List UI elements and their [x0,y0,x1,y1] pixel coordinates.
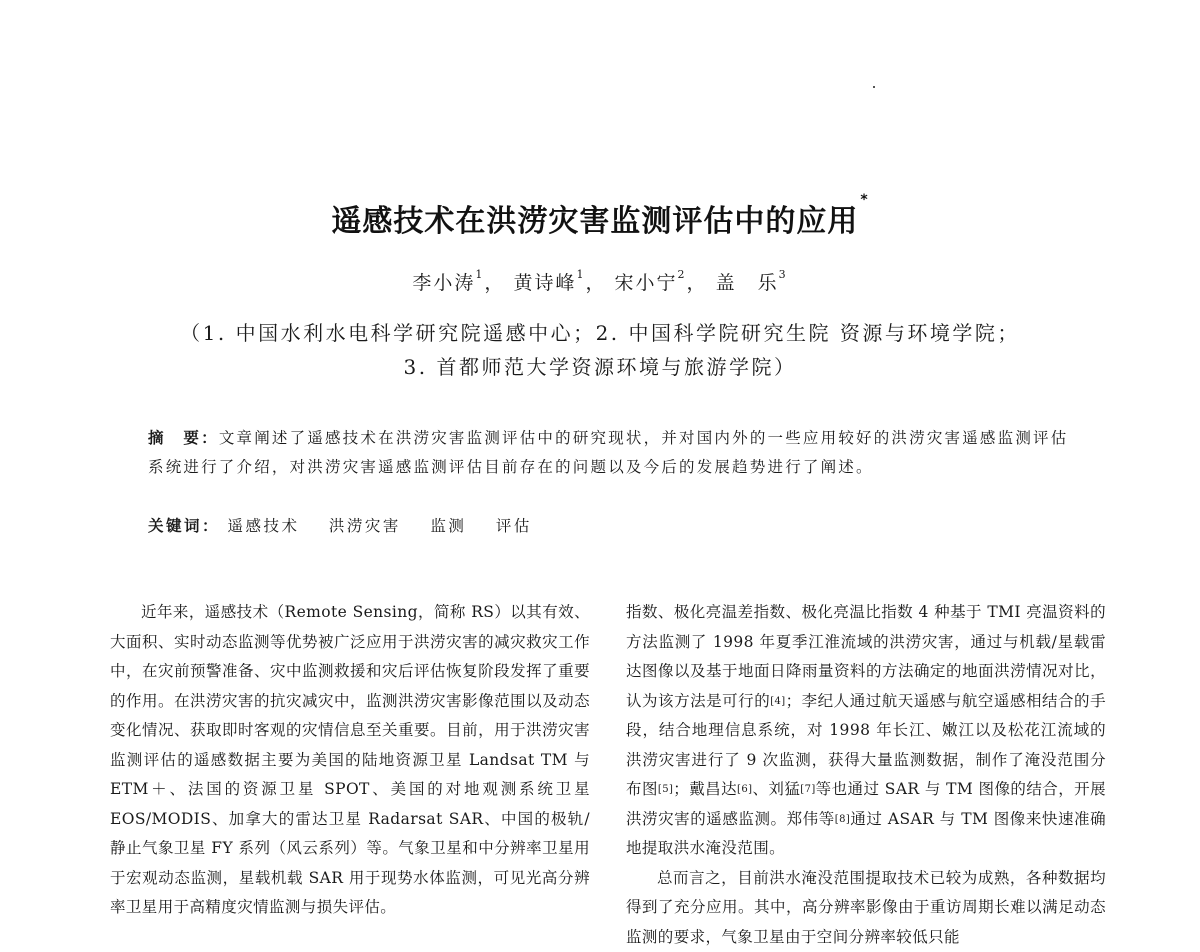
citation: [4] [770,696,785,707]
keywords [148,514,1078,536]
body-paragraph: 总而言之，目前洪水淹没范围提取技术已较为成熟，各种数据均得到了充分应用。其中，高分辨率影像由于重访周期长难以满足动态监测的要求，气象卫星由于空间分辨率较低只能 [626,864,1106,952]
citation: [8] [835,814,850,825]
citation: [7] [800,784,815,795]
paper-title [0,196,1200,240]
body-column-right [626,598,1106,952]
author: 盖 乐$^3$ [716,272,788,294]
affiliation-line-1: （1. 中国水利水电科学研究院遥感中心；2. 中国科学院研究生院 资源与环境学院； [0,316,1200,350]
keywords-label: 关键词： [148,517,220,535]
body-paragraph: 指数、极化亮温差指数、极化亮温比指数 4 种基于 TMI 亮温资料的方法监测了 1998 年夏季江淮流域的洪涝灾害，通过与机载/星载雷达图像以及基于地面日降雨量资料的方法确定的地面洪涝情况对比，认为该方法是可行的[4]；李纪人通过航天遥感与航空遥感相结合的手段，结合地理信息系统，对 1998 年长江、嫩江以及松花江流域的洪涝灾害进行了 9 次监测，获得大量监测数据，制作了淹没范围分布图[5]；戴昌达[6]、刘猛[7]等也通过 SAR 与 TM 图像的结合，开展洪涝灾害的遥感监测。郑伟等[8]通过 ASAR 与 TM 图像来快速准确地提取洪水淹没范围。 [626,598,1106,864]
affiliations [0,316,1200,384]
citation: [5] [658,784,673,795]
body-paragraph: 近年来，遥感技术（Remote Sensing，简称 RS）以其有效、大面积、实时动态监测等优势被广泛应用于洪涝灾害的减灾救灾工作中，在灾前预警准备、灾中监测救援和灾后评估恢复阶段发挥了重要的作用。在洪涝灾害的抗灾减灾中，监测洪涝灾害影像范围以及动态变化情况、获取即时客观的灾情信息至关重要。目前，用于洪涝灾害监测评估的遥感数据主要为美国的陆地资源卫星 Landsat TM 与 ETM＋、法国的资源卫星 SPOT、美国的对地观测系统卫星 EOS/MODIS、加拿大的雷达卫星 Radarsat SAR、中国的极轨/静止气象卫星 FY 系列（风云系列）等。气象卫星和中分辨率卫星用于宏观动态监测，星载机载 SAR 用于现势水体监测，可见光高分辨率卫星用于高精度灾情监测与损失评估。 [110,598,590,923]
keyword: 遥感技术 [227,517,299,535]
title-footnote-mark: * [860,192,868,208]
author: 黄诗峰$^1$， [513,272,606,294]
author: 宋小宁$^2$， [615,272,708,294]
citation: [6] [737,784,752,795]
author-list [0,268,1200,295]
keyword: 评估 [496,517,532,535]
body-column-left [110,598,590,923]
scan-speck [873,86,875,88]
keyword: 洪涝灾害 [329,517,401,535]
affiliation-line-2: 3. 首都师范大学资源环境与旅游学院） [0,350,1200,384]
author: 李小涛$^1$， [412,272,505,294]
abstract-text: 文章阐述了遥感技术在洪涝灾害监测评估中的研究现状，并对国内外的一些应用较好的洪涝灾害遥感监测评估系统进行了介绍，对洪涝灾害遥感监测评估目前存在的问题以及今后的发展趋势进行了阐述。 [148,429,1068,476]
title-text: 遥感技术在洪涝灾害监测评估中的应用 [331,204,858,239]
abstract [148,424,1078,482]
abstract-label: 摘 要： [148,429,219,447]
keyword: 监测 [430,517,466,535]
